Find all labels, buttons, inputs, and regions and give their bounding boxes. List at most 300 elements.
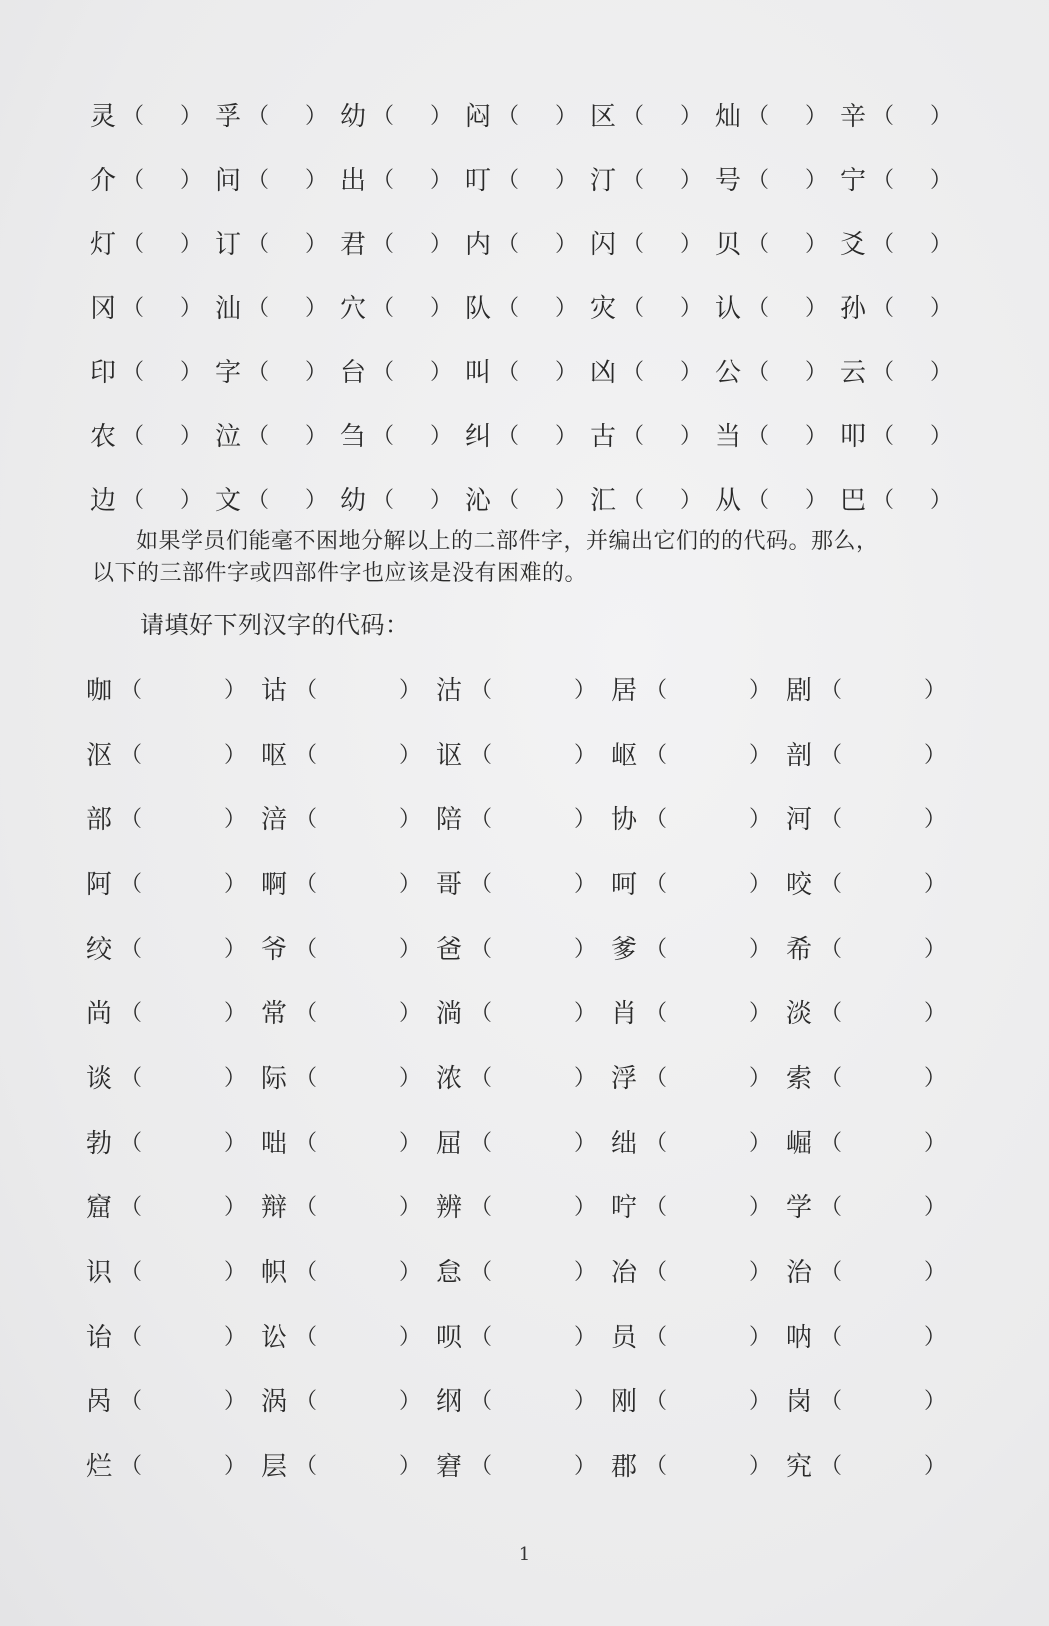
character-entry	[786, 1252, 966, 1289]
code-blank-open-paren[interactable]: （	[122, 423, 145, 449]
page-number: 1	[518, 1544, 531, 1565]
character: 爹	[611, 934, 638, 965]
character-entry	[590, 416, 715, 453]
character-entry	[86, 1058, 261, 1095]
code-blank-close-paren: ）	[924, 742, 947, 768]
character: 穴	[340, 293, 367, 324]
code-blank-open-paren[interactable]: （	[645, 1260, 668, 1286]
code-blank-close-paren: ）	[680, 167, 703, 193]
code-blank-close-paren: ）	[224, 1260, 247, 1286]
code-blank-close-paren: ）	[749, 1065, 772, 1091]
code-blank-open-paren[interactable]: （	[295, 936, 318, 962]
character-entry	[786, 1317, 966, 1354]
character-entry	[786, 799, 966, 836]
character: 介	[90, 165, 117, 196]
code-blank-close-paren: ）	[180, 359, 203, 385]
character-entry	[86, 864, 261, 901]
character: 勃	[86, 1128, 113, 1159]
code-blank-open-paren[interactable]: （	[247, 487, 270, 513]
character-entry	[86, 929, 261, 966]
character-entry	[786, 670, 966, 707]
code-blank-open-paren[interactable]: （	[747, 103, 770, 129]
character: 屈	[436, 1128, 463, 1159]
code-blank-open-paren[interactable]: （	[645, 1324, 668, 1350]
character-entry	[215, 352, 340, 389]
character: 希	[786, 934, 813, 965]
character: 叫	[465, 357, 492, 388]
code-blank-close-paren: ）	[574, 807, 597, 833]
code-blank-open-paren[interactable]: （	[645, 871, 668, 897]
code-blank-open-paren[interactable]: （	[295, 677, 318, 703]
character-entry	[786, 1058, 966, 1095]
character-entry	[261, 1381, 436, 1418]
character: 崛	[786, 1128, 813, 1159]
two-part-character-grid	[90, 82, 970, 530]
character-entry	[261, 799, 436, 836]
code-blank-close-paren: ）	[805, 423, 828, 449]
character-entry	[590, 288, 715, 325]
code-blank-close-paren: ）	[749, 742, 772, 768]
code-blank-close-paren: ）	[430, 295, 453, 321]
code-blank-open-paren[interactable]: （	[372, 359, 395, 385]
code-blank-close-paren: ）	[399, 871, 422, 897]
character: 认	[715, 293, 742, 324]
grid-row	[86, 1432, 966, 1497]
code-blank-open-paren[interactable]: （	[622, 231, 645, 257]
character: 讼	[261, 1322, 288, 1353]
code-blank-open-paren[interactable]: （	[120, 1065, 143, 1091]
character-entry	[436, 864, 611, 901]
character-entry	[465, 224, 590, 261]
character-entry	[611, 735, 786, 772]
code-blank-close-paren: ）	[399, 1130, 422, 1156]
character-entry	[465, 480, 590, 517]
code-blank-open-paren[interactable]: （	[120, 1130, 143, 1156]
code-blank-open-paren[interactable]: （	[120, 871, 143, 897]
character: 尚	[86, 999, 113, 1030]
character-entry	[840, 224, 970, 261]
grid-row	[90, 82, 970, 146]
code-blank-open-paren[interactable]: （	[470, 1454, 493, 1480]
code-blank-open-paren[interactable]: （	[295, 1389, 318, 1415]
code-blank-open-paren[interactable]: （	[247, 359, 270, 385]
code-blank-open-paren[interactable]: （	[247, 295, 270, 321]
character: 剧	[786, 675, 813, 706]
character: 君	[340, 229, 367, 260]
character: 爻	[840, 229, 867, 260]
code-blank-close-paren: ）	[749, 1389, 772, 1415]
character: 谈	[86, 1063, 113, 1094]
character-entry	[86, 993, 261, 1030]
character-entry	[840, 288, 970, 325]
character: 涡	[261, 1387, 288, 1418]
code-blank-close-paren: ）	[574, 1195, 597, 1221]
character-entry	[611, 929, 786, 966]
code-blank-open-paren[interactable]: （	[470, 1260, 493, 1286]
character: 云	[840, 357, 867, 388]
code-blank-close-paren: ）	[805, 359, 828, 385]
character: 浮	[611, 1063, 638, 1094]
code-blank-open-paren[interactable]: （	[247, 423, 270, 449]
grid-row	[86, 656, 966, 721]
character: 呕	[261, 740, 288, 771]
code-blank-close-paren: ）	[680, 359, 703, 385]
paragraph-line-2: 以下的三部件字或四部件字也应该是没有困难的。	[92, 561, 588, 586]
code-blank-close-paren: ）	[749, 936, 772, 962]
code-blank-open-paren[interactable]: （	[470, 936, 493, 962]
code-blank-open-paren[interactable]: （	[247, 231, 270, 257]
code-blank-open-paren[interactable]: （	[372, 103, 395, 129]
character-entry	[90, 96, 215, 133]
code-blank-close-paren: ）	[180, 231, 203, 257]
code-blank-open-paren[interactable]: （	[645, 742, 668, 768]
code-blank-open-paren[interactable]: （	[470, 742, 493, 768]
code-blank-open-paren[interactable]: （	[747, 167, 770, 193]
code-blank-open-paren[interactable]: （	[747, 423, 770, 449]
character-entry	[786, 929, 966, 966]
code-blank-close-paren: ）	[305, 487, 328, 513]
code-blank-open-paren[interactable]: （	[120, 1454, 143, 1480]
code-blank-open-paren[interactable]: （	[120, 936, 143, 962]
character-entry	[840, 160, 970, 197]
character: 咖	[86, 675, 113, 706]
code-blank-open-paren[interactable]: （	[747, 231, 770, 257]
character-entry	[215, 480, 340, 517]
code-blank-open-paren[interactable]: （	[295, 1324, 318, 1350]
code-blank-open-paren[interactable]: （	[470, 1001, 493, 1027]
code-blank-close-paren: ）	[574, 1001, 597, 1027]
character: 沽	[436, 675, 463, 706]
character-entry	[436, 1381, 611, 1418]
character: 幼	[340, 485, 367, 516]
code-blank-open-paren[interactable]: （	[820, 1001, 843, 1027]
code-blank-close-paren: ）	[924, 1454, 947, 1480]
code-blank-close-paren: ）	[399, 936, 422, 962]
code-blank-close-paren: ）	[305, 359, 328, 385]
code-blank-open-paren[interactable]: （	[497, 295, 520, 321]
code-blank-close-paren: ）	[224, 936, 247, 962]
code-blank-open-paren[interactable]: （	[372, 167, 395, 193]
character: 治	[786, 1258, 813, 1289]
character-entry	[611, 799, 786, 836]
code-blank-open-paren[interactable]: （	[872, 103, 895, 129]
code-blank-open-paren[interactable]: （	[120, 1195, 143, 1221]
code-blank-close-paren: ）	[924, 807, 947, 833]
code-blank-open-paren[interactable]: （	[747, 487, 770, 513]
character: 诂	[261, 675, 288, 706]
code-blank-open-paren[interactable]: （	[295, 742, 318, 768]
code-blank-open-paren[interactable]: （	[820, 677, 843, 703]
code-blank-open-paren[interactable]: （	[470, 1130, 493, 1156]
character: 沤	[86, 740, 113, 771]
explanation-paragraph	[92, 526, 972, 590]
code-blank-open-paren[interactable]: （	[247, 167, 270, 193]
code-blank-open-paren[interactable]: （	[872, 231, 895, 257]
code-blank-open-paren[interactable]: （	[820, 1324, 843, 1350]
code-blank-open-paren[interactable]: （	[820, 1389, 843, 1415]
character: 陪	[436, 805, 463, 836]
character-entry	[715, 352, 840, 389]
code-blank-close-paren: ）	[680, 295, 703, 321]
code-blank-open-paren[interactable]: （	[470, 807, 493, 833]
grid-row	[86, 915, 966, 980]
code-blank-open-paren[interactable]: （	[645, 1065, 668, 1091]
code-blank-close-paren: ）	[555, 167, 578, 193]
code-blank-open-paren[interactable]: （	[122, 359, 145, 385]
code-blank-open-paren[interactable]: （	[872, 423, 895, 449]
character-entry	[261, 1317, 436, 1354]
code-blank-open-paren[interactable]: （	[295, 807, 318, 833]
code-blank-close-paren: ）	[930, 295, 953, 321]
code-blank-open-paren[interactable]: （	[295, 1454, 318, 1480]
code-blank-close-paren: ）	[680, 423, 703, 449]
character-entry	[90, 160, 215, 197]
character-entry	[840, 480, 970, 517]
code-blank-open-paren[interactable]: （	[372, 423, 395, 449]
character: 公	[715, 357, 742, 388]
code-blank-close-paren: ）	[805, 167, 828, 193]
code-blank-close-paren: ）	[924, 1065, 947, 1091]
code-blank-open-paren[interactable]: （	[820, 742, 843, 768]
code-blank-open-paren[interactable]: （	[622, 487, 645, 513]
code-blank-open-paren[interactable]: （	[122, 231, 145, 257]
code-blank-open-paren[interactable]: （	[497, 167, 520, 193]
character-entry	[436, 1252, 611, 1289]
code-blank-open-paren[interactable]: （	[372, 487, 395, 513]
code-blank-open-paren[interactable]: （	[120, 807, 143, 833]
code-blank-open-paren[interactable]: （	[820, 871, 843, 897]
code-blank-open-paren[interactable]: （	[120, 677, 143, 703]
character-entry	[261, 929, 436, 966]
character-entry	[261, 735, 436, 772]
code-blank-open-paren[interactable]: （	[122, 295, 145, 321]
code-blank-open-paren[interactable]: （	[747, 359, 770, 385]
code-blank-open-paren[interactable]: （	[122, 103, 145, 129]
code-blank-open-paren[interactable]: （	[295, 1195, 318, 1221]
character-entry	[90, 480, 215, 517]
character: 冶	[611, 1258, 638, 1289]
code-blank-open-paren[interactable]: （	[622, 167, 645, 193]
code-blank-open-paren[interactable]: （	[470, 1389, 493, 1415]
code-blank-close-paren: ）	[224, 871, 247, 897]
code-blank-open-paren[interactable]: （	[645, 1389, 668, 1415]
code-blank-open-paren[interactable]: （	[872, 487, 895, 513]
code-blank-close-paren: ）	[749, 1130, 772, 1156]
code-blank-open-paren[interactable]: （	[470, 1065, 493, 1091]
code-blank-open-paren[interactable]: （	[295, 1130, 318, 1156]
character-entry	[786, 1446, 966, 1483]
code-blank-close-paren: ）	[924, 677, 947, 703]
character-entry	[86, 1381, 261, 1418]
character-entry	[261, 1123, 436, 1160]
character-entry	[86, 1446, 261, 1483]
character-entry	[86, 670, 261, 707]
code-blank-open-paren[interactable]: （	[120, 1260, 143, 1286]
code-blank-open-paren[interactable]: （	[295, 1260, 318, 1286]
code-blank-open-paren[interactable]: （	[622, 103, 645, 129]
character: 肖	[611, 999, 638, 1030]
character: 诒	[86, 1322, 113, 1353]
character-entry	[90, 416, 215, 453]
character-entry	[465, 96, 590, 133]
grid-row	[90, 210, 970, 274]
character-entry	[590, 224, 715, 261]
code-blank-open-paren[interactable]: （	[247, 103, 270, 129]
character-entry	[86, 1123, 261, 1160]
code-blank-close-paren: ）	[924, 936, 947, 962]
grid-row	[86, 850, 966, 915]
code-blank-open-paren[interactable]: （	[622, 359, 645, 385]
code-blank-open-paren[interactable]: （	[497, 359, 520, 385]
character-entry	[436, 735, 611, 772]
code-blank-open-paren[interactable]: （	[295, 1065, 318, 1091]
code-blank-open-paren[interactable]: （	[645, 936, 668, 962]
character-entry	[340, 96, 465, 133]
code-blank-close-paren: ）	[399, 1065, 422, 1091]
code-blank-close-paren: ）	[399, 1324, 422, 1350]
code-blank-open-paren[interactable]: （	[820, 1195, 843, 1221]
code-blank-open-paren[interactable]: （	[120, 1001, 143, 1027]
code-blank-open-paren[interactable]: （	[120, 1389, 143, 1415]
code-blank-open-paren[interactable]: （	[497, 423, 520, 449]
character: 问	[215, 165, 242, 196]
character: 浓	[436, 1063, 463, 1094]
code-blank-open-paren[interactable]: （	[295, 871, 318, 897]
code-blank-open-paren[interactable]: （	[120, 742, 143, 768]
code-blank-open-paren[interactable]: （	[645, 1001, 668, 1027]
character-entry	[90, 224, 215, 261]
character: 阿	[86, 869, 113, 900]
character-entry	[215, 224, 340, 261]
character-entry	[215, 416, 340, 453]
code-blank-open-paren[interactable]: （	[820, 1454, 843, 1480]
code-blank-open-paren[interactable]: （	[872, 359, 895, 385]
code-blank-open-paren[interactable]: （	[820, 1065, 843, 1091]
code-blank-open-paren[interactable]: （	[470, 1195, 493, 1221]
character: 居	[611, 675, 638, 706]
code-blank-open-paren[interactable]: （	[122, 487, 145, 513]
character-entry	[465, 416, 590, 453]
character: 灿	[715, 101, 742, 132]
grid-row	[86, 1303, 966, 1368]
code-blank-close-paren: ）	[180, 423, 203, 449]
code-blank-close-paren: ）	[924, 1130, 947, 1156]
code-blank-open-paren[interactable]: （	[497, 231, 520, 257]
code-blank-open-paren[interactable]: （	[645, 807, 668, 833]
code-blank-close-paren: ）	[930, 103, 953, 129]
code-blank-open-paren[interactable]: （	[372, 231, 395, 257]
character-entry	[715, 160, 840, 197]
code-blank-open-paren[interactable]: （	[470, 871, 493, 897]
character: 窟	[86, 1193, 113, 1224]
character: 呙	[86, 1387, 113, 1418]
character-entry	[436, 929, 611, 966]
character-entry	[590, 352, 715, 389]
code-blank-open-paren[interactable]: （	[645, 677, 668, 703]
code-blank-close-paren: ）	[930, 423, 953, 449]
code-blank-close-paren: ）	[180, 167, 203, 193]
character-entry	[715, 416, 840, 453]
character-entry	[715, 96, 840, 133]
code-blank-open-paren[interactable]: （	[470, 677, 493, 703]
code-blank-open-paren[interactable]: （	[645, 1130, 668, 1156]
character: 号	[715, 165, 742, 196]
code-blank-close-paren: ）	[749, 1001, 772, 1027]
character-entry	[436, 1317, 611, 1354]
character-entry	[261, 670, 436, 707]
code-blank-open-paren[interactable]: （	[645, 1454, 668, 1480]
code-blank-open-paren[interactable]: （	[645, 1195, 668, 1221]
character: 从	[715, 485, 742, 516]
code-blank-open-paren[interactable]: （	[372, 295, 395, 321]
character: 区	[590, 101, 617, 132]
code-blank-close-paren: ）	[305, 423, 328, 449]
code-blank-close-paren: ）	[749, 677, 772, 703]
code-blank-close-paren: ）	[749, 807, 772, 833]
code-blank-open-paren[interactable]: （	[747, 295, 770, 321]
character: 泣	[215, 421, 242, 452]
code-blank-open-paren[interactable]: （	[820, 807, 843, 833]
code-blank-close-paren: ）	[749, 871, 772, 897]
character: 爸	[436, 934, 463, 965]
character-entry	[590, 96, 715, 133]
grid-row	[90, 146, 970, 210]
character: 常	[261, 999, 288, 1030]
code-blank-open-paren[interactable]: （	[622, 423, 645, 449]
character-entry	[436, 1123, 611, 1160]
code-blank-open-paren[interactable]: （	[820, 1130, 843, 1156]
code-blank-open-paren[interactable]: （	[120, 1324, 143, 1350]
character: 冈	[90, 293, 117, 324]
code-blank-close-paren: ）	[574, 871, 597, 897]
code-blank-open-paren[interactable]: （	[122, 167, 145, 193]
code-blank-open-paren[interactable]: （	[622, 295, 645, 321]
character: 岖	[611, 740, 638, 771]
code-blank-close-paren: ）	[574, 1324, 597, 1350]
code-blank-close-paren: ）	[924, 1001, 947, 1027]
character-entry	[340, 224, 465, 261]
character: 淌	[436, 999, 463, 1030]
grid-row	[86, 721, 966, 786]
code-blank-open-paren[interactable]: （	[872, 167, 895, 193]
character: 爷	[261, 934, 288, 965]
character-entry	[215, 96, 340, 133]
multi-part-character-grid	[86, 656, 966, 1497]
character: 贝	[715, 229, 742, 260]
character-entry	[436, 799, 611, 836]
character: 古	[590, 421, 617, 452]
code-blank-open-paren[interactable]: （	[497, 487, 520, 513]
code-blank-open-paren[interactable]: （	[470, 1324, 493, 1350]
code-blank-close-paren: ）	[305, 231, 328, 257]
code-blank-close-paren: ）	[930, 231, 953, 257]
character-entry	[261, 1058, 436, 1095]
code-blank-open-paren[interactable]: （	[872, 295, 895, 321]
character-entry	[261, 1187, 436, 1224]
code-blank-open-paren[interactable]: （	[820, 936, 843, 962]
code-blank-open-paren[interactable]: （	[820, 1260, 843, 1286]
code-blank-open-paren[interactable]: （	[295, 1001, 318, 1027]
character-entry	[786, 1123, 966, 1160]
code-blank-open-paren[interactable]: （	[497, 103, 520, 129]
code-blank-close-paren: ）	[749, 1195, 772, 1221]
character-entry	[90, 288, 215, 325]
paragraph-line-1: 如果学员们能毫不困地分解以上的二部件字，并编出它们的的代码。那么，	[136, 529, 879, 554]
character-entry	[611, 1187, 786, 1224]
code-blank-close-paren: ）	[749, 1454, 772, 1480]
character-entry	[840, 352, 970, 389]
character: 订	[215, 229, 242, 260]
